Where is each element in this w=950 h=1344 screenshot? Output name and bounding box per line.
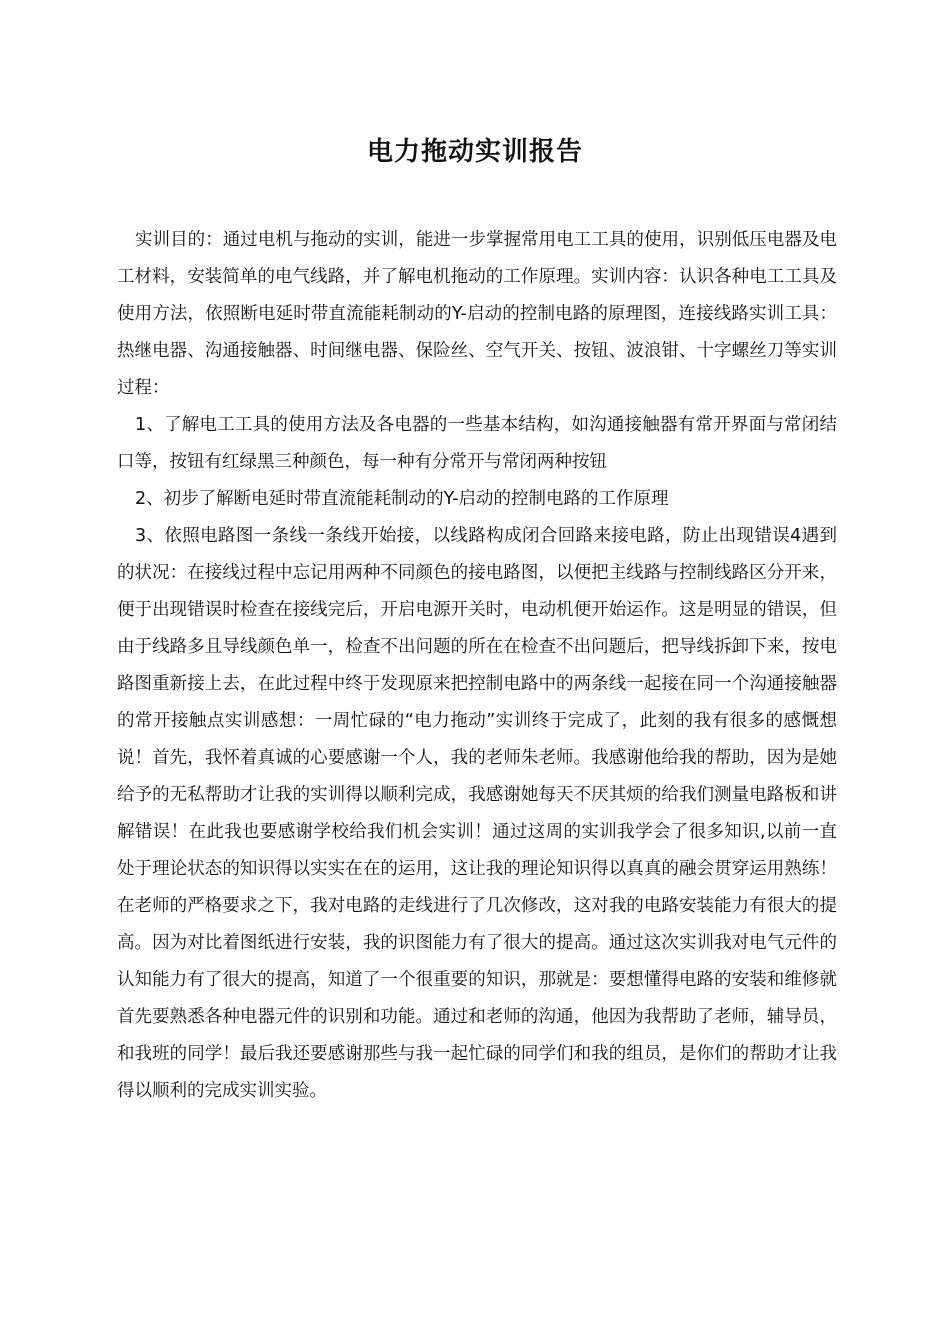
- paragraph-step-2: 2、初步了解断电延时带直流能耗制动的Y-启动的控制电路的工作原理: [135, 489, 669, 509]
- document-body: [117, 222, 837, 1110]
- document-title: 电力拖动实训报告: [366, 137, 583, 167]
- paragraph-step-1: 1、了解电工工具的使用方法及各电器的一些基本结构，如沟通接触器有常开界面与常闭结口等，按钮有红绿黑三种颜色，每一种有分常开与常闭两种按钮: [117, 415, 837, 472]
- paragraph-objective: 实训目的：通过电机与拖动的实训，能进一步掌握常用电工工具的使用，识别低压电器及电工材料，安装简单的电气线路，并了解电机拖动的工作原理。实训内容：认识各种电工工具及使用方法，依照断电延时带直流能耗制动的Y-启动的控制电路的原理图，连接线路实训工具：热继电器、沟通接触器、时间继电器、保险丝、空气开关、按钮、波浪钳、十字螺丝刀等实训过程：: [117, 230, 837, 398]
- paragraph-step-3: 3、依照电路图一条线一条线开始接，以线路构成闭合回路来接电路，防止出现错误4遇到的状况：在接线过程中忘记用两种不同颜色的接电路图，以便把主线路与控制线路区分开来，便于出现错误时检查在接线完后，开启电源开关时，电动机便开始运作。这是明显的错误，但由于线路多且导线颜色单一，检查不出问题的所在在检查不出问题后，把导线拆卸下来，按电路图重新接上去，在此过程中终于发现原来把控制电路中的两条线一起接在同一个沟通接触器的常开接触点实训感想：一周忙碌的“电力拖动”实训终于完成了，此刻的我有很多的感慨想说！首先，我怀着真诚的心要感谢一个人，我的老师朱老师。我感谢他给我的帮助，因为是她给予的无私帮助才让我的实训得以顺利完成，我感谢她每天不厌其烦的给我们测量电路板和讲解错误！在此我也要感谢学校给我们机会实训！通过这周的实训我学会了很多知识,以前一直处于理论状态的知识得以实实在在的运用，这让我的理论知识得以真真的融会贯穿运用熟练！在老师的严格要求之下，我对电路的走线进行了几次修改，这对我的电路安装能力有很大的提高。因为对比着图纸进行安装，我的识图能力有了很大的提高。通过这次实训我对电气元件的认知能力有了很大的提高，知道了一个很重要的知识，那就是：要想懂得电路的安装和维修就首先要熟悉各种电器元件的识别和功能。通过和老师的沟通，他因为我帮助了老师，辅导员，和我班的同学！最后我还要感谢那些与我一起忙碌的同学们和我的组员，是你们的帮助才让我得以顺利的完成实训实验。: [117, 526, 837, 1101]
